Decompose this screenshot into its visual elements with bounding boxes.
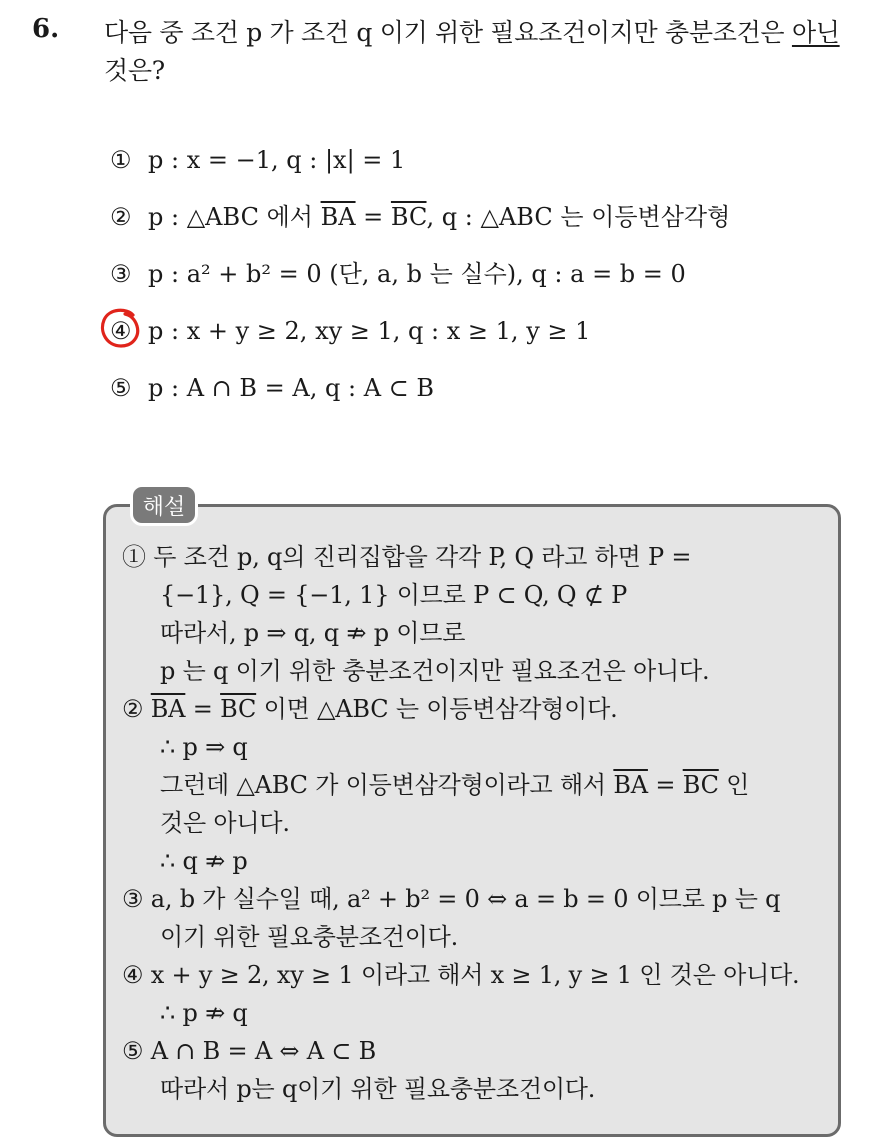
explanation-text-pre: ② <box>122 695 151 723</box>
segment-ba: $\overline{BA}$ <box>613 771 648 799</box>
explanation-line: ∴ p ⇏ q <box>160 999 248 1027</box>
option-number: ② <box>110 203 132 231</box>
option-text: p : a² + b² = 0 (단, a, b 는 실수), q : a = b = 0 <box>148 260 686 288</box>
explanation-text-post: 이면 △ABC 는 이등변삼각형이다. <box>256 695 618 723</box>
explanation-line: ∴ q ⇏ p <box>160 847 248 875</box>
explanation-tab-label: 해설 <box>130 484 198 526</box>
segment-ba: $\overline{BA}$ <box>320 203 356 231</box>
question-text <box>104 14 874 90</box>
question-number: 6. <box>32 14 60 44</box>
explanation-line: ④ x + y ≥ 2, xy ≥ 1 이라고 해서 x ≥ 1, y ≥ 1 인 것은 아니다. <box>122 961 800 989</box>
segment-bc: $\overline{BC}$ <box>220 695 257 723</box>
option-number: ⑤ <box>110 374 132 402</box>
option-number: ④ <box>110 317 132 345</box>
option-text-post: , q : △ABC 는 이등변삼각형 <box>426 203 731 231</box>
explanation-text-pre: 그런데 △ABC 가 이등변삼각형이라고 해서 <box>160 771 614 799</box>
question-text-line2: 것은? <box>104 56 165 85</box>
explanation-line <box>122 766 828 804</box>
option-text-pre: p : △ABC 에서 <box>148 203 321 231</box>
equals-sign: = <box>647 771 683 799</box>
equals-sign: = <box>355 203 391 231</box>
question-underlined-word: 아닌 <box>791 18 840 47</box>
explanation-line: ∴ p ⇒ q <box>160 733 248 761</box>
segment-bc: $\overline{BC}$ <box>390 203 427 231</box>
explanation-line: 따라서, p ⇒ q, q ⇏ p 이므로 <box>160 619 466 647</box>
explanation-line: p 는 q 이기 위한 충분조건이지만 필요조건은 아니다. <box>160 657 710 685</box>
explanation-content <box>122 538 828 1108</box>
explanation-line <box>122 538 828 576</box>
option-text: p : x + y ≥ 2, xy ≥ 1, q : x ≥ 1, y ≥ 1 <box>148 317 591 345</box>
equals-sign: = <box>185 695 221 723</box>
answer-options <box>110 138 850 423</box>
explanation-line: 것은 아니다. <box>160 809 290 837</box>
option-1[interactable] <box>110 138 850 195</box>
option-number: ① <box>110 146 132 174</box>
option-3[interactable] <box>110 252 850 309</box>
segment-ba: $\overline{BA}$ <box>150 695 186 723</box>
explanation-text: ① 두 조건 p, q의 진리집합을 각각 P, Q 라고 하면 P = <box>122 543 692 571</box>
option-number: ③ <box>110 260 132 288</box>
question-text-line1: 다음 중 조건 p 가 조건 q 이기 위한 필요조건이지만 충분조건은 <box>104 18 792 47</box>
option-text: p : A ∩ B = A, q : A ⊂ B <box>148 374 435 402</box>
explanation-line: ③ a, b 가 실수일 때, a² + b² = 0 ⇔ a = b = 0 이므로 p 는 q <box>122 885 781 913</box>
option-5[interactable] <box>110 366 850 423</box>
explanation-line: 따라서 p는 q이기 위한 필요충분조건이다. <box>160 1075 596 1103</box>
explanation-line: 이기 위한 필요충분조건이다. <box>160 923 459 951</box>
option-text: p : x = −1, q : |x| = 1 <box>148 146 406 174</box>
explanation-line: {−1}, Q = {−1, 1} 이므로 P ⊂ Q, Q ⊄ P <box>160 581 628 609</box>
explanation-text-post: 인 <box>718 771 750 799</box>
explanation-line: ⑤ A ∩ B = A ⇔ A ⊂ B <box>122 1037 377 1065</box>
option-4[interactable] <box>110 309 850 366</box>
explanation-line <box>122 690 828 728</box>
segment-bc: $\overline{BC}$ <box>682 771 719 799</box>
option-2[interactable] <box>110 195 850 252</box>
